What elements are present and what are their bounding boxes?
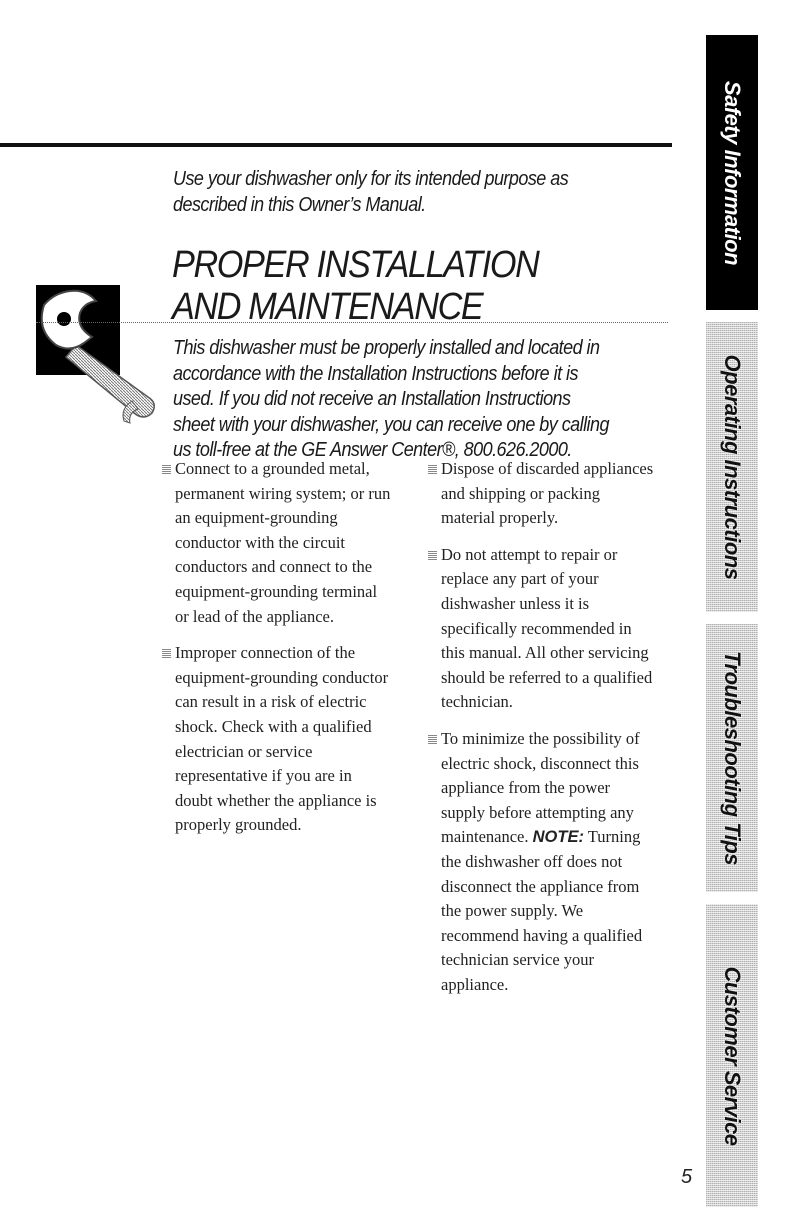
bullet-icon bbox=[428, 735, 437, 744]
section-title-line: PROPER INSTALLATION bbox=[172, 244, 539, 286]
right-column bbox=[428, 457, 658, 1009]
bullet-icon bbox=[428, 551, 437, 560]
bullet-icon bbox=[162, 465, 171, 474]
list-item-text: Connect to a grounded metal, permanent wiring system; or run an equipment-grounding conductor with the circuit conductors and connect to the equipment-grounding terminal or lead of the appliance. bbox=[175, 459, 391, 626]
list-item bbox=[162, 641, 392, 838]
section-title bbox=[172, 244, 658, 328]
list-item bbox=[428, 727, 658, 998]
top-rule bbox=[0, 143, 672, 147]
lead-line: accordance with the Installation Instructions before it is bbox=[173, 362, 578, 385]
tab-customer-service[interactable] bbox=[706, 904, 758, 1207]
installation-lead bbox=[173, 336, 659, 464]
divider bbox=[36, 322, 668, 323]
section-title-line: AND MAINTENANCE bbox=[172, 286, 483, 328]
tab-label: Safety Information bbox=[720, 80, 745, 265]
tab-safety-information[interactable] bbox=[706, 35, 758, 310]
list-item-text bbox=[441, 727, 658, 998]
list-item-text-part: To minimize the possibility of electric shock, disconnect this appliance from the power supply before attempting any maintenance. bbox=[441, 728, 640, 847]
intro-text bbox=[173, 166, 623, 218]
list-item bbox=[428, 457, 658, 531]
tab-operating-instructions[interactable] bbox=[706, 322, 758, 612]
intro-line: described in this Owner’s Manual. bbox=[173, 194, 426, 216]
list-item bbox=[162, 457, 392, 629]
intro-line: Use your dishwasher only for its intended purpose as bbox=[173, 168, 569, 190]
page-number: 5 bbox=[681, 1166, 693, 1188]
bullet-icon bbox=[162, 649, 171, 658]
lead-line: sheet with your dishwasher, you can receive one by calling bbox=[173, 413, 609, 436]
list-item bbox=[428, 543, 658, 715]
wrench-icon bbox=[36, 285, 166, 425]
lead-line: us toll-free at the GE Answer Center®, 800.626.2000. bbox=[173, 439, 572, 461]
tab-troubleshooting-tips[interactable] bbox=[706, 624, 758, 892]
bullet-icon bbox=[428, 465, 437, 474]
tab-label: Customer Service bbox=[720, 965, 745, 1146]
tab-label: Operating Instructions bbox=[720, 354, 745, 580]
note-label: NOTE: bbox=[532, 828, 584, 847]
list-item-text: Improper connection of the equipment-grounding conductor can result in a risk of electric shock. Check with a qualified electrician or service representative if you are in doubt whether the appliance is properly grounded. bbox=[175, 643, 389, 835]
left-column bbox=[162, 457, 392, 850]
tab-label: Troubleshooting Tips bbox=[720, 650, 745, 866]
list-item-text-part: Turning the dishwasher off does not disconnect the appliance from the power supply. We recommend having a qualified technician service your appliance. bbox=[441, 827, 643, 994]
lead-line: used. If you did not receive an Installation Instructions bbox=[173, 388, 571, 410]
section-tabs bbox=[706, 35, 758, 1207]
list-item-text: Do not attempt to repair or replace any part of your dishwasher unless it is specifically recommended in this manual. All other servicing should be referred to a qualified technician. bbox=[441, 544, 653, 712]
list-item-text: Dispose of discarded appliances and shipping or packing material properly. bbox=[441, 459, 654, 528]
lead-line: This dishwasher must be properly installed and located in bbox=[173, 337, 600, 359]
